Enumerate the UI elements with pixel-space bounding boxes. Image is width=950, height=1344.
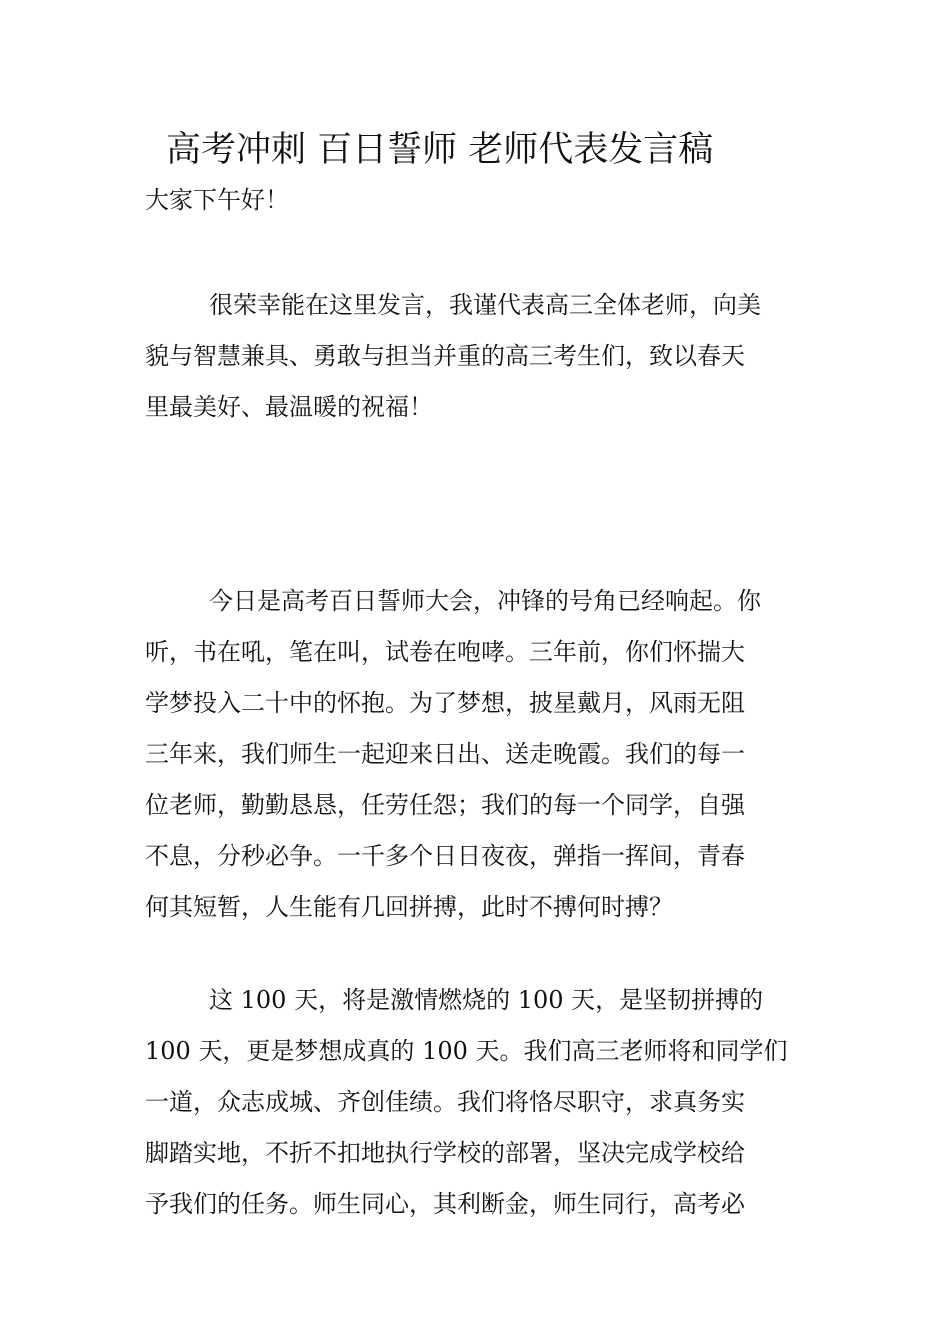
paragraph-line: 予我们的任务。师生同心，其利断金，师生同行，高考必 bbox=[145, 1190, 745, 1218]
paragraph-line: 位老师，勤勤恳恳，任劳任怨；我们的每一个同学，自强 bbox=[145, 791, 745, 819]
paragraph-line: 这 100 天，将是激情燃烧的 100 天，是坚韧拼搏的 bbox=[209, 986, 764, 1014]
paragraph-line: 100 天，更是梦想成真的 100 天。我们高三老师将和同学们 bbox=[145, 1037, 788, 1065]
paragraph-line: 貌与智慧兼具、勇敢与担当并重的高三考生们，致以春天 bbox=[145, 342, 745, 370]
paragraph-line: 学梦投入二十中的怀抱。为了梦想，披星戴月，风雨无阻 bbox=[145, 689, 745, 717]
paragraph-2 bbox=[145, 576, 815, 933]
greeting: 大家下午好！ bbox=[145, 186, 289, 214]
paragraph-3 bbox=[145, 975, 815, 1230]
paragraph-line: 脚踏实地，不折不扣地执行学校的部署，坚决完成学校给 bbox=[145, 1139, 745, 1167]
paragraph-1 bbox=[145, 280, 815, 433]
paragraph-line: 一道，众志成城、齐创佳绩。我们将恪尽职守，求真务实 bbox=[145, 1088, 745, 1116]
paragraph-line: 不息，分秒必争。一千多个日日夜夜，弹指一挥间，青春 bbox=[145, 842, 745, 870]
paragraph-line: 三年来，我们师生一起迎来日出、送走晚霞。我们的每一 bbox=[145, 740, 745, 768]
document-title: 高考冲刺 百日誓师 老师代表发言稿 bbox=[166, 130, 714, 170]
paragraph-line: 里最美好、最温暖的祝福！ bbox=[145, 393, 433, 421]
paragraph-line: 何其短暂，人生能有几回拼搏，此时不搏何时搏？ bbox=[145, 893, 673, 921]
paragraph-line: 今日是高考百日誓师大会，冲锋的号角已经响起。你 bbox=[209, 587, 761, 615]
paragraph-line: 很荣幸能在这里发言，我谨代表高三全体老师，向美 bbox=[209, 291, 761, 319]
paragraph-line: 听，书在吼，笔在叫，试卷在咆哮。三年前，你们怀揣大 bbox=[145, 638, 745, 666]
